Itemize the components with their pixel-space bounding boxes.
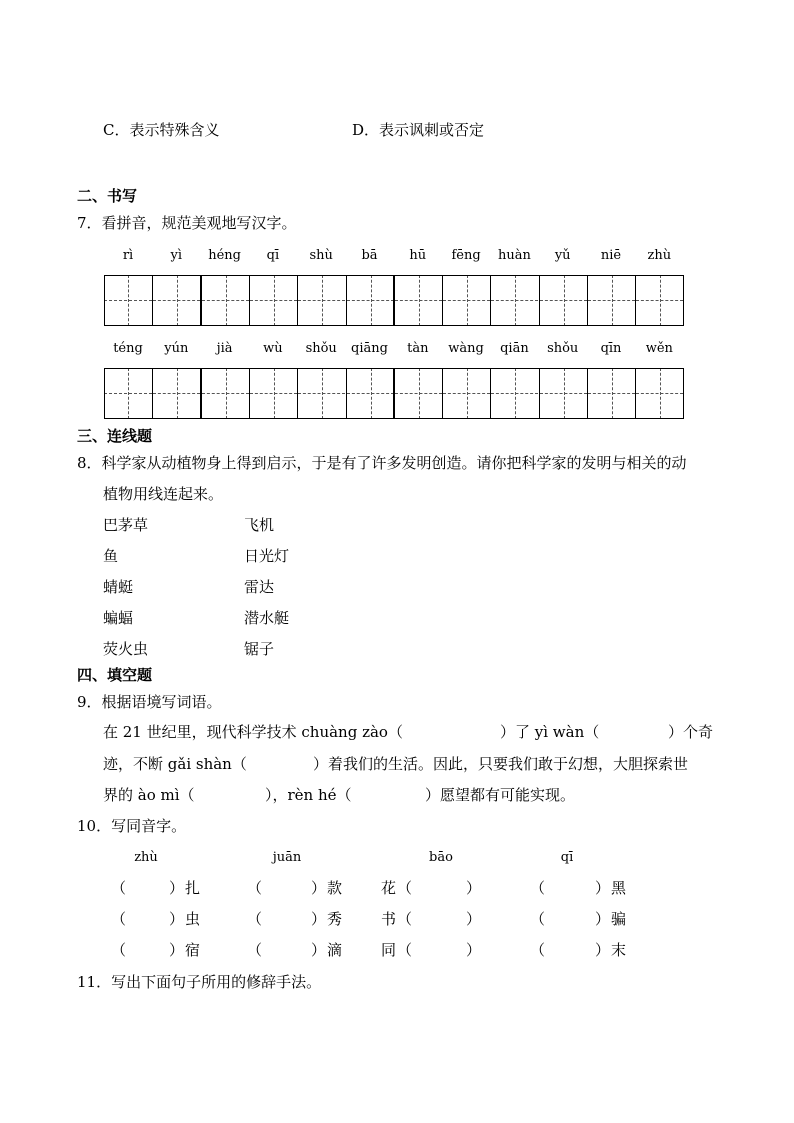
q9-text: ），rèn hé（	[265, 786, 352, 804]
pinyin-label: huàn	[497, 248, 531, 263]
match-right-item[interactable]: 日光灯	[244, 547, 290, 565]
word-separator	[587, 275, 588, 326]
match-left-item[interactable]: 鱼	[103, 547, 119, 565]
writing-cell[interactable]	[249, 275, 297, 326]
question-8-line-2: 植物用线连起来。	[103, 485, 224, 503]
homophone-char: 书	[381, 910, 397, 928]
pinyin-label: fēng	[451, 248, 481, 263]
writing-cell[interactable]	[635, 368, 683, 419]
question-10: 10．写同音字。	[77, 817, 187, 835]
paren-close: ）	[595, 879, 611, 897]
paren-close: ）	[466, 879, 482, 897]
writing-cell[interactable]	[249, 368, 297, 419]
word-separator	[393, 368, 394, 419]
paren-close: ）	[466, 941, 482, 959]
pinyin-label: qī	[266, 248, 280, 263]
homophone-char: 款	[327, 879, 343, 897]
writing-cell[interactable]	[442, 368, 490, 419]
pinyin-label: yǔ	[554, 248, 571, 263]
q10-pinyin: zhù	[134, 850, 158, 865]
pinyin-label: yì	[170, 248, 183, 263]
writing-cell[interactable]	[346, 368, 394, 419]
paren-open: （	[530, 879, 546, 897]
paren-close: ）	[595, 910, 611, 928]
paren-close: ）	[169, 941, 185, 959]
q10-pinyin: qī	[560, 850, 574, 865]
q9-text: 在 21 世纪里，现代科学技术 chuàng zào（	[103, 723, 403, 741]
pinyin-label: wěn	[645, 341, 673, 356]
match-left-item[interactable]: 蜻蜓	[103, 578, 134, 596]
paren-open: （	[397, 910, 413, 928]
homophone-char: 秀	[327, 910, 343, 928]
pinyin-label: bā	[361, 248, 378, 263]
homophone-char: 滴	[327, 941, 343, 959]
writing-cell[interactable]	[346, 275, 394, 326]
paren-open: （	[530, 941, 546, 959]
word-separator	[490, 275, 491, 326]
pinyin-label: qiāng	[351, 341, 388, 356]
writing-grid-row-2[interactable]	[104, 368, 684, 419]
match-right-item[interactable]: 锯子	[244, 640, 275, 658]
match-right-item[interactable]: 飞机	[244, 516, 275, 534]
word-separator	[490, 368, 491, 419]
writing-cell[interactable]	[490, 368, 538, 419]
word-separator	[587, 368, 588, 419]
match-left-item[interactable]: 荧火虫	[103, 640, 149, 658]
word-separator	[200, 368, 201, 419]
pinyin-label: tàn	[407, 341, 429, 356]
writing-cell[interactable]	[104, 368, 152, 419]
paren-open: （	[247, 910, 263, 928]
q9-text: ）个奇	[668, 723, 714, 741]
homophone-char: 末	[611, 941, 627, 959]
q9-text: ）着我们的生活。因此，只要我们敢于幻想，大胆探索世	[313, 755, 689, 773]
pinyin-label: shǒu	[547, 341, 579, 356]
section-heading-matching: 三、连线题	[77, 427, 153, 445]
writing-cell[interactable]	[587, 275, 635, 326]
option-d: D．表示讽刺或否定	[352, 121, 485, 139]
paren-open: （	[111, 941, 127, 959]
writing-cell[interactable]	[152, 275, 200, 326]
pinyin-label: téng	[113, 341, 143, 356]
paren-close: ）	[169, 910, 185, 928]
writing-cell[interactable]	[297, 368, 345, 419]
homophone-char: 扎	[185, 879, 201, 897]
paren-open: （	[247, 941, 263, 959]
writing-cell[interactable]	[587, 368, 635, 419]
q9-text: 界的 ào mì（	[103, 786, 195, 804]
writing-cell[interactable]	[490, 275, 538, 326]
writing-cell[interactable]	[201, 275, 249, 326]
q9-text: 迹，不断 gǎi shàn（	[103, 755, 247, 773]
q10-pinyin: juān	[272, 850, 302, 865]
paren-close: ）	[311, 910, 327, 928]
pinyin-label: niē	[600, 248, 622, 263]
paren-open: （	[530, 910, 546, 928]
writing-grid-row-1[interactable]	[104, 275, 684, 326]
paren-open: （	[247, 879, 263, 897]
pinyin-label: hū	[409, 248, 427, 263]
pinyin-label: yún	[164, 341, 189, 356]
word-separator	[297, 275, 298, 326]
question-7: 7．看拼音，规范美观地写汉字。	[77, 214, 297, 232]
pinyin-label: shù	[309, 248, 333, 263]
match-left-item[interactable]: 蝙蝠	[103, 609, 134, 627]
question-11: 11．写出下面句子所用的修辞手法。	[77, 973, 322, 991]
paren-open: （	[397, 941, 413, 959]
paren-open: （	[111, 879, 127, 897]
paren-close: ）	[311, 941, 327, 959]
pinyin-label: wù	[263, 341, 283, 356]
writing-cell[interactable]	[394, 368, 442, 419]
q9-text: ）愿望都有可能实现。	[425, 786, 576, 804]
homophone-char: 花	[381, 879, 397, 897]
section-heading-writing: 二、书写	[77, 187, 138, 205]
paren-close: ）	[466, 910, 482, 928]
word-separator	[297, 368, 298, 419]
paren-close: ）	[595, 941, 611, 959]
writing-cell[interactable]	[539, 275, 587, 326]
pinyin-label: qiān	[500, 341, 529, 356]
paren-close: ）	[311, 879, 327, 897]
homophone-char: 骗	[611, 910, 627, 928]
option-c: C．表示特殊含义	[103, 121, 220, 139]
pinyin-label: wàng	[448, 341, 484, 356]
match-left-item[interactable]: 巴茅草	[103, 516, 149, 534]
writing-cell[interactable]	[635, 275, 683, 326]
paren-open: （	[397, 879, 413, 897]
writing-cell[interactable]	[394, 275, 442, 326]
match-right-item[interactable]: 雷达	[244, 578, 275, 596]
question-8-line-1: 8．科学家从动植物身上得到启示，于是有了许多发明创造。请你把科学家的发明与相关的动	[77, 454, 687, 472]
pinyin-label: shǒu	[305, 341, 337, 356]
writing-cell[interactable]	[297, 275, 345, 326]
homophone-char: 虫	[185, 910, 201, 928]
pinyin-label: qīn	[600, 341, 622, 356]
pinyin-label: jià	[216, 341, 233, 356]
pinyin-label: zhù	[647, 248, 672, 263]
pinyin-label: rì	[122, 248, 134, 263]
question-9: 9．根据语境写词语。	[77, 693, 222, 711]
homophone-char: 同	[381, 941, 397, 959]
q9-text: ）了 yì wàn（	[500, 723, 600, 741]
writing-cell[interactable]	[104, 275, 152, 326]
homophone-char: 宿	[185, 941, 201, 959]
q10-pinyin: bāo	[429, 850, 453, 865]
paren-close: ）	[169, 879, 185, 897]
word-separator	[200, 275, 201, 326]
match-right-item[interactable]: 潜水艇	[244, 609, 290, 627]
writing-cell[interactable]	[539, 368, 587, 419]
writing-cell[interactable]	[201, 368, 249, 419]
writing-cell[interactable]	[152, 368, 200, 419]
word-separator	[393, 275, 394, 326]
homophone-char: 黑	[611, 879, 627, 897]
pinyin-label: héng	[208, 248, 241, 263]
writing-cell[interactable]	[442, 275, 490, 326]
paren-open: （	[111, 910, 127, 928]
section-heading-fill-in: 四、填空题	[77, 666, 153, 684]
